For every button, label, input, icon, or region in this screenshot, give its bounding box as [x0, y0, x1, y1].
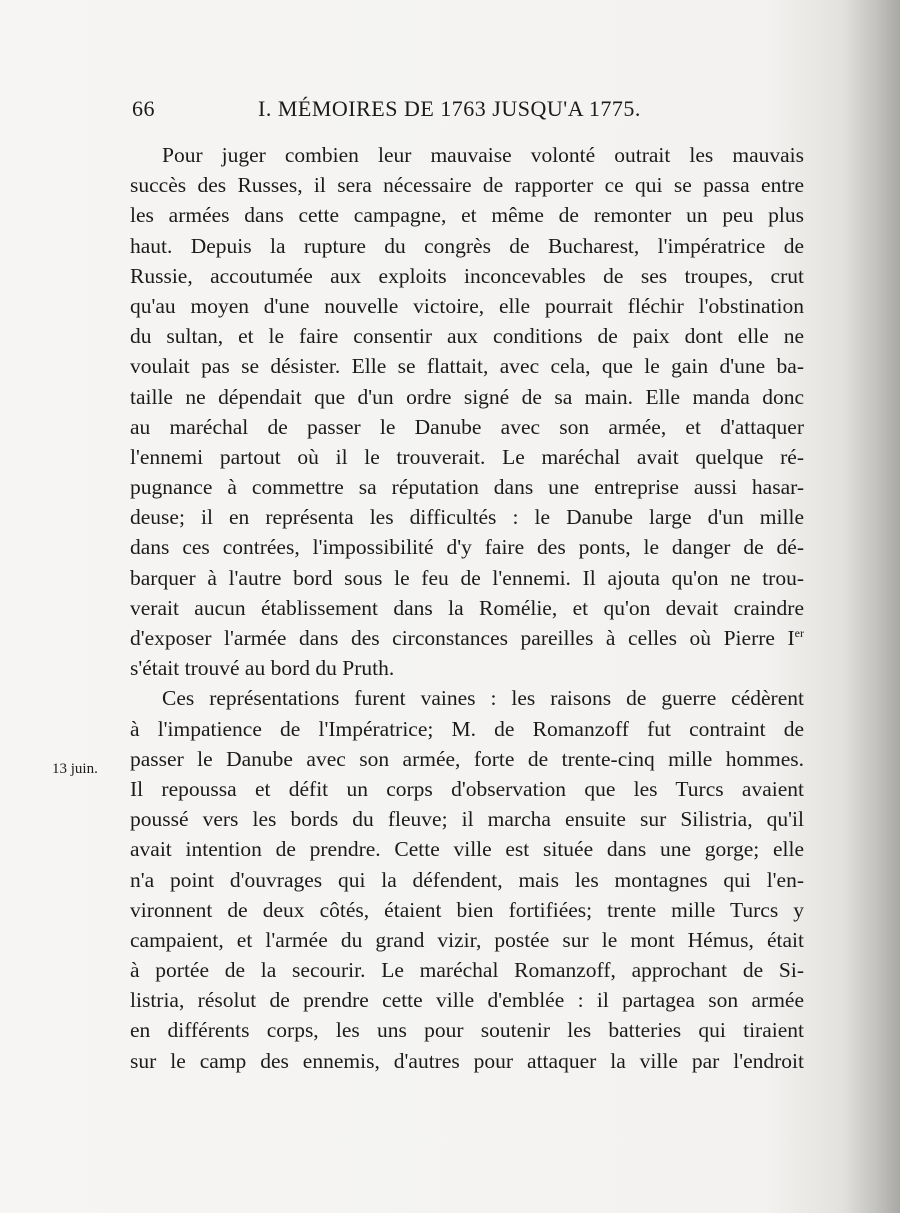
text-line-content: d'exposer l'armée dans des circonstances pareilles à celles où Pierre I: [130, 626, 795, 650]
text-line: taille ne dépendait que d'un ordre signé de sa main. Elle manda donc: [130, 384, 804, 409]
text-line: à portée de la secourir. Le maréchal Romanzoff, approchant de Si-: [130, 958, 804, 983]
text-line: voulait pas se désister. Elle se flattait, avec cela, que le gain d'une ba-: [130, 354, 804, 379]
text-line: barquer à l'autre bord sous le feu de l'ennemi. Il ajouta qu'on ne trou-: [130, 565, 804, 590]
text-line: deuse; il en représenta les difficultés : le Danube large d'un mille: [130, 505, 804, 530]
text-line: l'ennemi partout où il le trouverait. Le maréchal avait quelque ré-: [130, 444, 804, 469]
text-line: haut. Depuis la rupture du congrès de Bucharest, l'impératrice de: [130, 233, 804, 258]
text-line: avait intention de prendre. Cette ville est située dans une gorge; elle: [130, 837, 804, 862]
running-head: [0, 96, 900, 126]
superscript: er: [794, 626, 804, 640]
text-line: les armées dans cette campagne, et même de remonter un peu plus: [130, 203, 804, 228]
text-line: à l'impatience de l'Impératrice; M. de Romanzoff fut contraint de: [130, 716, 804, 741]
text-line: Ces représentations furent vaines : les raisons de guerre cédèrent: [162, 686, 804, 711]
text-line: dans ces contrées, l'impossibilité d'y faire des ponts, le danger de dé-: [130, 535, 804, 560]
text-line: vironnent de deux côtés, étaient bien fortifiées; trente mille Turcs y: [130, 897, 804, 922]
text-line: pugnance à commettre sa réputation dans une entreprise aussi hasar-: [130, 475, 804, 500]
text-line: du sultan, et le faire consentir aux conditions de paix dont elle ne: [130, 324, 804, 349]
page-number: 66: [132, 96, 155, 121]
text-line: s'était trouvé au bord du Pruth.: [130, 656, 395, 681]
text-line: listria, résolut de prendre cette ville d'emblée : il partagea son armée: [130, 988, 804, 1013]
text-line: au maréchal de passer le Danube avec son armée, et d'attaquer: [130, 414, 804, 439]
running-title: I. MÉMOIRES DE 1763 JUSQU'A 1775.: [258, 96, 641, 121]
text-line: qu'au moyen d'une nouvelle victoire, elle pourrait fléchir l'obstination: [130, 293, 804, 318]
text-line: succès des Russes, il sera nécessaire de rapporter ce qui se passa entre: [130, 173, 804, 198]
text-line: Russie, accoutumée aux exploits inconcevables de ses troupes, crut: [130, 263, 804, 288]
body-text: [130, 140, 804, 1076]
page-edge-shadow: [840, 0, 900, 1213]
text-line: en différents corps, les uns pour soutenir les batteries qui tiraient: [130, 1018, 804, 1043]
text-line: Pour juger combien leur mauvaise volonté outrait les mauvais: [162, 143, 804, 167]
text-line: sur le camp des ennemis, d'autres pour attaquer la ville par l'endroit: [130, 1048, 804, 1073]
text-line-with-superscript: [130, 623, 804, 653]
text-line: passer le Danube avec son armée, forte de trente-cinq mille hommes.: [130, 746, 804, 771]
text-line: Il repoussa et défit un corps d'observation que les Turcs avaient: [130, 776, 804, 801]
text-line: poussé vers les bords du fleuve; il marcha ensuite sur Silistria, qu'il: [130, 807, 804, 832]
text-line: campaient, et l'armée du grand vizir, postée sur le mont Hémus, était: [130, 927, 804, 952]
text-line: n'a point d'ouvrages qui la défendent, mais les montagnes qui l'en-: [130, 867, 804, 892]
text-line: verait aucun établissement dans la Romélie, et qu'on devait craindre: [130, 595, 804, 620]
margin-date-note: 13 juin.: [52, 761, 98, 777]
